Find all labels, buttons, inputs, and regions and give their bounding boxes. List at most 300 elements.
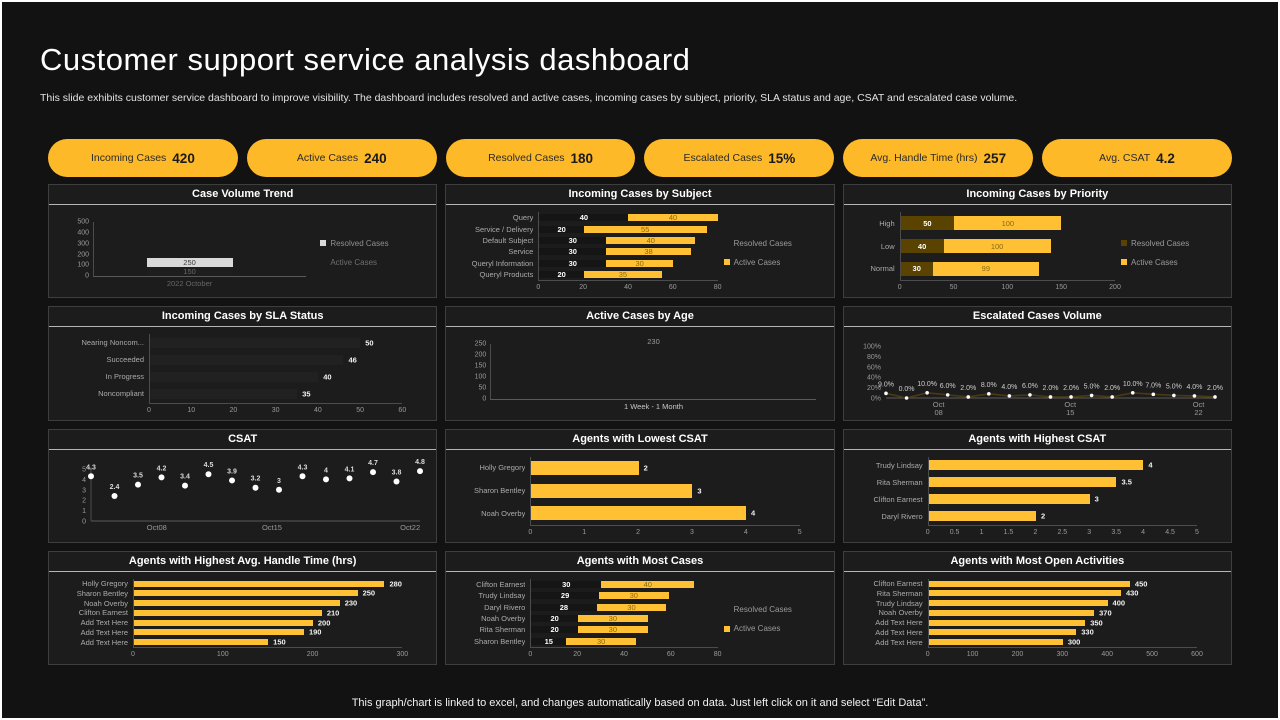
- panel-title: Active Cases by Age: [446, 307, 833, 327]
- svg-text:4: 4: [324, 466, 328, 474]
- chart-csat[interactable]: [49, 450, 436, 542]
- axis-tick: 50: [949, 284, 958, 292]
- value-label: 4: [750, 508, 756, 518]
- panel-incoming-cases-by-subject: [445, 184, 834, 298]
- chart-row: [878, 608, 1197, 618]
- axis-tick: 2: [1033, 528, 1038, 536]
- axis-tick: 1.5: [1003, 528, 1014, 536]
- chart-row: [80, 618, 402, 628]
- bar: [134, 629, 304, 635]
- axis-tick: 50: [478, 384, 487, 392]
- svg-text:4: 4: [82, 476, 86, 484]
- svg-text:1: 1: [82, 507, 86, 515]
- axis-tick: 250: [474, 340, 487, 348]
- x-axis: [528, 526, 802, 538]
- category-label: Rita Sherman: [876, 477, 923, 487]
- chart-row: [476, 579, 717, 590]
- svg-text:Oct22: Oct 22: [1192, 400, 1205, 416]
- value-label: 400: [1112, 598, 1126, 608]
- axis-tick: 30: [271, 406, 280, 414]
- legend-marker: [724, 240, 730, 246]
- axis-tick: 20: [573, 651, 582, 658]
- svg-text:5.0%: 5.0%: [1083, 383, 1100, 391]
- bar-segment: 38: [606, 248, 691, 255]
- panel-agents-with-most-cases: [445, 551, 834, 665]
- chart-active-cases-by-age[interactable]: [446, 327, 833, 419]
- bar: [929, 494, 1090, 504]
- value-label: 230: [344, 598, 358, 608]
- category-label: 2022 October: [166, 279, 213, 289]
- kpi-pill-3[interactable]: [644, 139, 834, 177]
- bar-segment: 50: [901, 216, 955, 230]
- chart-row: [876, 474, 1197, 491]
- chart-plot: [852, 334, 1223, 415]
- column-bar: [147, 258, 233, 276]
- chart-row: [482, 235, 717, 246]
- bar-segment: 40: [539, 214, 628, 221]
- bar: [531, 484, 692, 498]
- axis-tick: 0: [925, 528, 930, 536]
- category-label: Holly Gregory: [479, 463, 526, 473]
- kpi-row: [48, 139, 1232, 177]
- axis-tick: 200: [1109, 284, 1121, 292]
- axis-tick: 40: [624, 284, 632, 292]
- svg-text:4.3: 4.3: [297, 463, 308, 471]
- value-label: 40: [323, 372, 332, 382]
- legend-marker: [1121, 240, 1127, 246]
- column-segment: 150: [147, 267, 233, 276]
- chart-plot: [454, 212, 722, 293]
- value-label: 280: [389, 579, 402, 589]
- bar: [929, 581, 1130, 587]
- dashboard-grid: [48, 184, 1232, 665]
- chart-incoming-cases-by-subject[interactable]: [446, 205, 833, 297]
- legend-marker: [1121, 259, 1127, 265]
- legend-label: Resolved Cases: [733, 238, 792, 248]
- panel-agents-with-highest-avg-handle-time: [48, 551, 437, 665]
- bar-segment: 35: [584, 271, 662, 278]
- chart-agents-with-highest-avg-handle-time[interactable]: [49, 572, 436, 664]
- value-label: 350: [1090, 618, 1103, 628]
- category-label: Noncompliant: [98, 389, 144, 399]
- chart-agents-with-highest-csat[interactable]: [844, 450, 1231, 542]
- axis-tick: 200: [474, 351, 487, 359]
- chart-agents-with-most-cases[interactable]: [446, 572, 833, 664]
- bar-segment: 20: [539, 271, 584, 278]
- value-label: 2: [643, 463, 648, 473]
- category-label: Add Text Here: [875, 618, 923, 628]
- category-label: Noah Overby: [83, 598, 128, 608]
- bar: [134, 639, 268, 645]
- category-label: Service: [508, 247, 534, 257]
- chart-row: [80, 637, 402, 647]
- svg-text:60%: 60%: [866, 364, 881, 372]
- axis-tick: 2: [636, 528, 640, 536]
- chart-incoming-cases-by-sla-status[interactable]: [49, 327, 436, 419]
- bar: [929, 639, 1063, 645]
- legend-label: Resolved Cases: [1131, 238, 1190, 248]
- chart-agents-with-lowest-csat[interactable]: [446, 450, 833, 542]
- chart-row: [78, 608, 402, 618]
- kpi-value: 180: [570, 150, 594, 166]
- axis-tick: 200: [1011, 651, 1024, 658]
- axis-tick: 100: [966, 651, 979, 658]
- svg-text:Oct15: Oct 15: [1064, 400, 1076, 416]
- svg-text:80%: 80%: [866, 354, 881, 362]
- axis-tick: 4: [1141, 528, 1146, 536]
- axis-tick: 3: [689, 528, 694, 536]
- bar-segment: 30: [578, 626, 648, 633]
- chart-row: [81, 334, 402, 351]
- category-label: Succeeded: [106, 355, 144, 365]
- x-axis: [925, 526, 1199, 538]
- svg-text:2.0%: 2.0%: [1062, 385, 1079, 393]
- footer-note: This graph/chart is linked to excel, and changes automatically based on data. Just left click on it and select “Edit Data”.: [351, 697, 929, 709]
- axis-tick: 20: [579, 284, 588, 292]
- value-label: 190: [308, 627, 322, 637]
- svg-text:2.0%: 2.0%: [1042, 385, 1059, 393]
- bar-segment: 40: [901, 239, 944, 253]
- category-label: Trudy Lindsay: [875, 460, 923, 470]
- chart-escalated-cases-volume[interactable]: [844, 327, 1231, 419]
- legend-entry: [1121, 239, 1223, 248]
- svg-text:Oct15: Oct15: [261, 522, 282, 532]
- value-label: 46: [348, 355, 357, 365]
- svg-text:5.0%: 5.0%: [1165, 383, 1182, 391]
- category-label: Holly Gregory: [82, 579, 128, 589]
- chart-row: [474, 636, 717, 647]
- x-axis: [897, 281, 1121, 293]
- chart-row: [474, 223, 717, 234]
- svg-text:2.0%: 2.0%: [1206, 385, 1223, 393]
- chart-row: [875, 598, 1197, 608]
- category-label: Sharon Bentley: [76, 588, 128, 598]
- legend-marker: [320, 240, 326, 246]
- bar-segment: 100: [944, 239, 1051, 253]
- category-label: Trudy Lindsay: [478, 591, 526, 601]
- panel-title: Agents with Most Open Activities: [844, 552, 1231, 572]
- axis-tick: 80: [713, 651, 722, 658]
- axis-tick: 0: [528, 651, 533, 658]
- category-label: Default Subject: [482, 235, 534, 245]
- bar: [134, 610, 322, 616]
- panel-incoming-cases-by-sla-status: [48, 306, 437, 420]
- axis-tick: 0: [536, 284, 541, 292]
- bar: [929, 460, 1144, 470]
- bar: [150, 355, 343, 365]
- svg-text:4.3: 4.3: [86, 463, 96, 471]
- bar-segment: 100: [954, 216, 1061, 230]
- column-segment: 250: [147, 258, 233, 267]
- panel-title: Agents with Most Cases: [446, 552, 833, 572]
- category-label: Nearing Noncom...: [81, 338, 144, 348]
- category-label: Service / Delivery: [474, 224, 534, 234]
- x-axis: [147, 404, 407, 416]
- legend-marker: [320, 259, 326, 265]
- legend-entry: [724, 258, 826, 267]
- chart-row: [105, 368, 402, 385]
- bar: [134, 581, 384, 587]
- svg-text:2.0%: 2.0%: [959, 385, 976, 393]
- value-label: 450: [1134, 579, 1148, 589]
- axis-tick: 100: [1001, 284, 1014, 292]
- chart-plot: [454, 457, 802, 538]
- category-label: Clifton Earnest: [873, 494, 923, 504]
- category-label: Add Text Here: [875, 637, 923, 647]
- x-axis: [925, 648, 1203, 660]
- kpi-label: Avg. Handle Time (hrs): [870, 152, 978, 164]
- chart-legend: [720, 579, 826, 660]
- value-label: 4: [1148, 460, 1153, 470]
- bar: [531, 461, 638, 475]
- kpi-pill-0[interactable]: [48, 139, 238, 177]
- bar-segment: 30: [566, 638, 636, 645]
- kpi-value: 15%: [768, 150, 796, 166]
- axis-tick: 400: [1101, 651, 1114, 658]
- chart-row: [481, 613, 717, 624]
- category-label: Noah Overby: [481, 508, 526, 518]
- page-title: Customer support service analysis dashboard: [40, 42, 691, 77]
- category-label: Rita Sherman: [479, 625, 526, 635]
- panel-csat: [48, 429, 437, 543]
- kpi-pill-4[interactable]: [843, 139, 1033, 177]
- axis-tick: 50: [356, 406, 364, 414]
- legend-entry: [724, 239, 826, 248]
- chart-row: [484, 602, 717, 613]
- chart-plot: [57, 212, 316, 293]
- axis-tick: 300: [1056, 651, 1069, 658]
- value-label: 35: [302, 389, 311, 399]
- svg-text:3.8: 3.8: [391, 468, 402, 476]
- value-label: 50: [365, 338, 374, 348]
- axis-tick: 80: [713, 284, 722, 292]
- axis-tick: 1: [582, 528, 587, 536]
- category-label: Add Text Here: [80, 627, 128, 637]
- chart-plot: [454, 579, 722, 660]
- bar: [929, 477, 1117, 487]
- category-label: Queryl Information: [471, 258, 534, 268]
- axis-tick: 0.5: [949, 528, 960, 536]
- kpi-pill-5[interactable]: [1042, 139, 1232, 177]
- value-label: 300: [1067, 637, 1081, 647]
- svg-text:0%: 0%: [870, 395, 881, 403]
- legend-entry: [724, 605, 826, 614]
- bar: [531, 506, 746, 520]
- svg-text:9.0%: 9.0%: [877, 381, 894, 389]
- category-label: Rita Sherman: [876, 588, 923, 598]
- kpi-pill-1[interactable]: [247, 139, 437, 177]
- svg-text:4.0%: 4.0%: [1186, 384, 1203, 392]
- svg-text:5: 5: [82, 466, 86, 473]
- bar: [929, 629, 1077, 635]
- category-label: Add Text Here: [875, 627, 923, 637]
- scatter-chart-svg: [57, 457, 428, 538]
- axis-tick: 4.5: [1165, 528, 1175, 536]
- chart-row: [879, 212, 1115, 235]
- svg-text:Oct22: Oct22: [400, 522, 421, 532]
- axis-tick: 200: [77, 251, 89, 259]
- chart-row: [98, 385, 402, 402]
- axis-tick: 60: [666, 651, 675, 658]
- bar-segment: 30: [599, 592, 669, 599]
- chart-plot: [852, 457, 1197, 538]
- panel-escalated-cases-volume: [843, 306, 1232, 420]
- bar: [929, 511, 1036, 521]
- chart-plot: [454, 334, 825, 415]
- bar: [134, 600, 340, 606]
- svg-text:3.5: 3.5: [133, 472, 143, 480]
- category-label: Trudy Lindsay: [875, 598, 923, 608]
- kpi-label: Incoming Cases: [91, 152, 167, 164]
- axis-tick: 500: [1146, 651, 1158, 658]
- category-label: Low: [880, 241, 895, 251]
- chart-row: [474, 479, 799, 502]
- category-label: Add Text Here: [80, 637, 128, 647]
- bar: [929, 600, 1108, 606]
- legend-entry: [724, 624, 826, 633]
- axis-tick: 60: [668, 284, 677, 292]
- chart-plot: [852, 579, 1203, 660]
- panel-title: Agents with Highest CSAT: [844, 430, 1231, 450]
- category-label: Sharon Bentley: [474, 636, 526, 646]
- bar: [929, 590, 1121, 596]
- svg-text:2.0%: 2.0%: [1103, 385, 1120, 393]
- axis-tick: 500: [77, 218, 89, 226]
- chart-plot: [852, 212, 1121, 293]
- bar-segment: 15: [531, 638, 566, 645]
- legend-label: Resolved Cases: [330, 238, 389, 248]
- value-label: 3.5: [1121, 477, 1132, 487]
- bar-segment: 30: [597, 604, 667, 611]
- chart-agents-with-most-open-activities[interactable]: [844, 572, 1231, 664]
- axis-tick: 5: [1195, 528, 1199, 536]
- legend-entry: [320, 258, 428, 267]
- bar-segment: 30: [531, 581, 601, 588]
- chart-row: [106, 351, 402, 368]
- legend-label: Active Cases: [733, 624, 781, 634]
- axis-tick: 3: [1087, 528, 1092, 536]
- axis-tick: 5: [797, 528, 802, 536]
- axis-tick: 150: [474, 362, 487, 370]
- category-label: Query: [512, 213, 534, 223]
- panel-title: Incoming Cases by Subject: [446, 185, 833, 205]
- legend-label: Active Cases: [1131, 257, 1178, 267]
- chart-row: [876, 588, 1197, 599]
- chart-row: [875, 618, 1197, 628]
- value-label: 370: [1099, 608, 1112, 618]
- panel-agents-with-lowest-csat: [445, 429, 834, 543]
- panel-title: Case Volume Trend: [49, 185, 436, 205]
- axis-tick: 3.5: [1111, 528, 1122, 536]
- legend-marker: [724, 259, 730, 265]
- category-label: Sharon Bentley: [474, 486, 526, 496]
- panel-title: CSAT: [49, 430, 436, 450]
- legend-marker: [724, 626, 730, 632]
- chart-row: [479, 624, 717, 635]
- axis-tick: 200: [306, 651, 319, 658]
- value-label: 330: [1081, 627, 1094, 637]
- axis-tick: 10: [187, 406, 196, 414]
- value-label: 3: [1094, 494, 1099, 504]
- svg-text:3.2: 3.2: [250, 475, 261, 483]
- category-label: Clifton Earnest: [873, 579, 923, 589]
- svg-text:20%: 20%: [866, 385, 881, 393]
- kpi-value: 240: [364, 150, 387, 166]
- chart-case-volume-trend[interactable]: [49, 205, 436, 297]
- chart-row: [479, 269, 717, 280]
- chart-row: [873, 579, 1197, 589]
- panel-title: Escalated Cases Volume: [844, 307, 1231, 327]
- axis-tick: 600: [1191, 651, 1203, 658]
- legend-marker: [724, 607, 730, 613]
- bar-segment: 20: [531, 626, 578, 633]
- kpi-pill-2[interactable]: [446, 139, 636, 177]
- chart-plot: [57, 457, 428, 538]
- axis-tick: 40: [313, 406, 322, 414]
- value-label: 230: [647, 336, 660, 346]
- value-label: 250: [362, 588, 376, 598]
- bar-segment: 20: [531, 615, 578, 622]
- bar: [150, 389, 297, 399]
- panel-active-cases-by-age: [445, 306, 834, 420]
- kpi-value: 257: [983, 150, 1007, 166]
- category-label: 1 Week - 1 Month: [623, 401, 684, 411]
- svg-text:Oct08: Oct08: [146, 522, 167, 532]
- svg-text:2.4: 2.4: [109, 483, 120, 491]
- category-label: Noah Overby: [481, 614, 526, 624]
- axis-tick: 0: [482, 395, 487, 402]
- bar: [929, 610, 1094, 616]
- category-label: Add Text Here: [80, 618, 128, 628]
- chart-row: [512, 212, 717, 223]
- panel-title: Incoming Cases by SLA Status: [49, 307, 436, 327]
- chart-row: [875, 627, 1197, 638]
- svg-text:0.0%: 0.0%: [898, 386, 915, 394]
- category-label: High: [879, 218, 895, 228]
- category-label: Queryl Products: [479, 270, 534, 280]
- svg-text:100%: 100%: [862, 343, 881, 351]
- chart-incoming-cases-by-priority[interactable]: [844, 205, 1231, 297]
- svg-text:Oct08: Oct 08: [932, 400, 945, 416]
- svg-text:4.7: 4.7: [368, 459, 378, 467]
- bar: [150, 338, 360, 348]
- chart-row: [875, 457, 1197, 474]
- axis-tick: 0: [147, 406, 151, 414]
- svg-text:4.5: 4.5: [203, 461, 214, 469]
- svg-text:7.0%: 7.0%: [1144, 382, 1161, 390]
- svg-text:6.0%: 6.0%: [1021, 383, 1038, 391]
- chart-row: [881, 508, 1197, 525]
- legend-label: Active Cases: [733, 257, 781, 267]
- axis-tick: 0: [528, 528, 533, 536]
- value-label: 2: [1040, 511, 1046, 521]
- category-label: Clifton Earnest: [78, 608, 128, 618]
- legend-label: Active Cases: [330, 257, 378, 267]
- chart-row: [478, 590, 717, 601]
- panel-agents-with-most-open-activities: [843, 551, 1232, 665]
- axis-tick: 40: [620, 651, 628, 658]
- axis-tick: 0: [925, 651, 930, 658]
- chart-row: [83, 598, 402, 608]
- panel-title: Agents with Highest Avg. Handle Time (hrs): [49, 552, 436, 572]
- chart-row: [880, 235, 1115, 258]
- svg-text:6.0%: 6.0%: [939, 383, 956, 391]
- chart-legend: [1117, 212, 1223, 293]
- value-label: 210: [326, 608, 340, 618]
- kpi-label: Active Cases: [296, 152, 359, 164]
- axis-tick: 100: [474, 373, 487, 381]
- axis-tick: 0: [897, 284, 902, 292]
